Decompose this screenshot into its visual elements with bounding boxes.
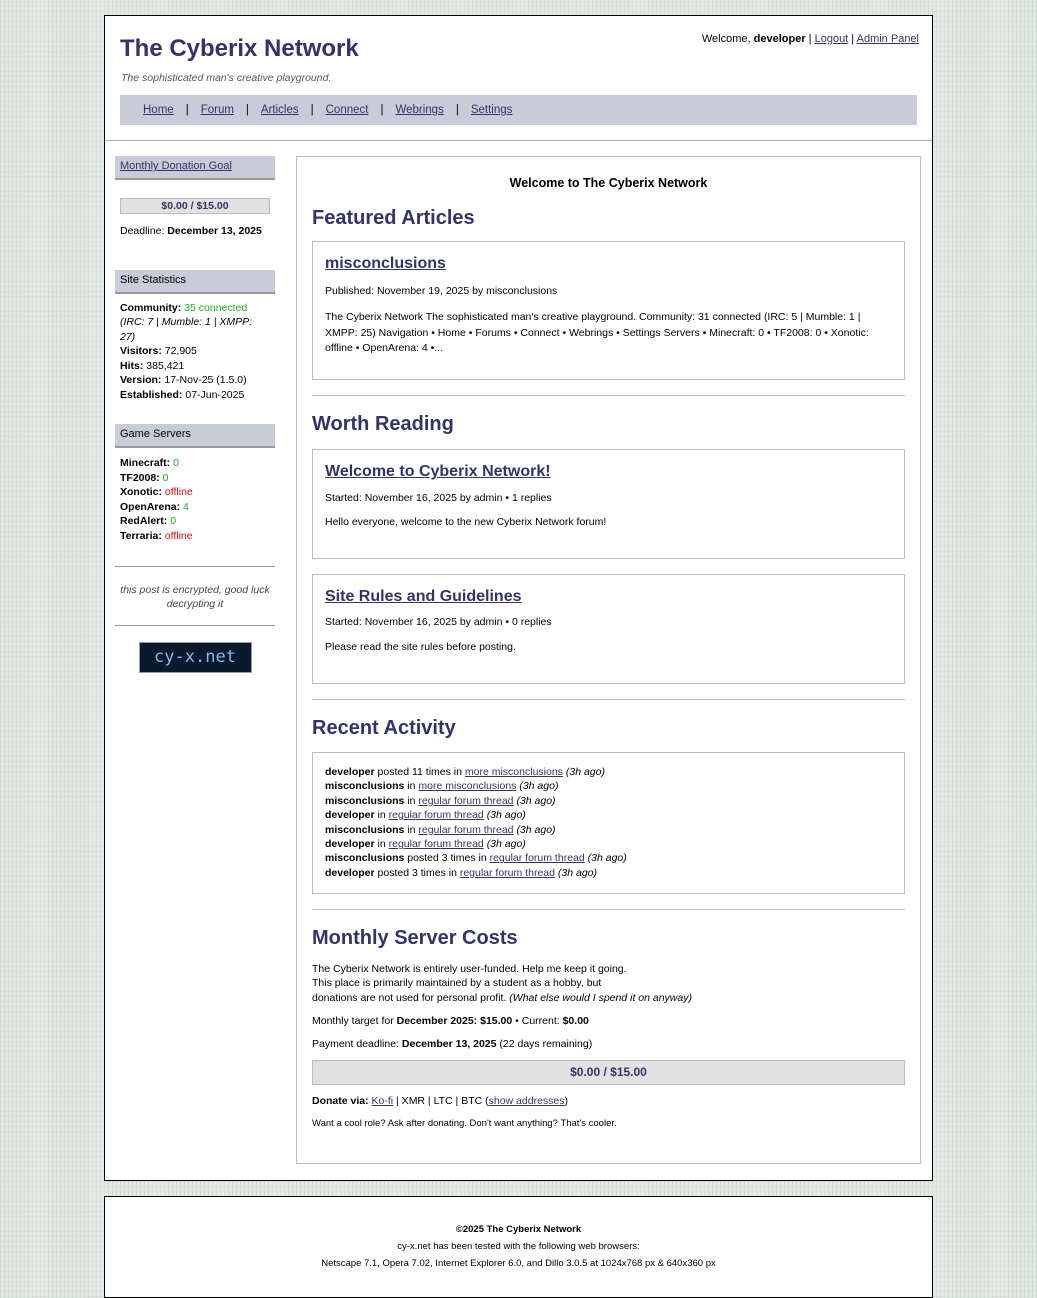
thread-meta: Started: November 16, 2025 by admin • 0 replies xyxy=(325,616,552,628)
article-title xyxy=(325,255,892,273)
activity-item xyxy=(325,851,892,865)
server-row xyxy=(120,485,270,500)
nav-webrings[interactable]: Webrings xyxy=(395,104,444,116)
stat-value: 17-Nov-25 (1.5.0) xyxy=(164,374,247,386)
stat-label: Visitors: xyxy=(120,345,162,357)
current-amount: $0.00 xyxy=(562,1014,589,1027)
activity-item xyxy=(325,823,892,837)
site-stats-title: Site Statistics xyxy=(120,273,187,286)
target-month: December 2025: xyxy=(396,1014,478,1027)
stat-hits xyxy=(120,359,270,374)
activity-action: in xyxy=(374,838,389,851)
activity-user: developer xyxy=(325,809,375,822)
badge-text: cy-x.net xyxy=(154,647,236,667)
activity-user: developer xyxy=(325,838,375,851)
welcome-heading: Welcome to The Cyberix Network xyxy=(509,176,708,190)
donation-progress-bar xyxy=(120,198,270,214)
payment-deadline xyxy=(312,1038,905,1050)
logout-link[interactable]: Logout xyxy=(814,33,849,45)
stat-label: Version: xyxy=(120,374,162,386)
activity-user: misconclusions xyxy=(325,794,405,807)
activity-user: misconclusions xyxy=(325,823,405,836)
server-status: offline xyxy=(164,529,193,542)
activity-time: (3h ago) xyxy=(587,852,627,865)
stat-label: Community: xyxy=(120,301,182,314)
donation-progress-bar-large xyxy=(312,1060,905,1085)
footer-browsers-list: Netscape 7.1, Opera 7.02, Internet Explorer 6.0, and Dillo 3.0.5 at 1024x768 px & 640x360 px xyxy=(321,1258,716,1269)
activity-item xyxy=(325,794,892,808)
activity-user: developer xyxy=(325,866,375,879)
server-costs-heading: Monthly Server Costs xyxy=(312,927,518,949)
costs-aside: (What else would I spend it on anyway) xyxy=(509,991,692,1004)
nav-connect[interactable]: Connect xyxy=(325,104,369,116)
server-status: 4 xyxy=(183,500,189,513)
nav-separator: | xyxy=(310,104,314,116)
costs-description xyxy=(312,962,905,1005)
donation-deadline xyxy=(120,224,270,239)
activity-user: misconclusions xyxy=(325,780,405,793)
section-divider xyxy=(312,395,905,396)
activity-item xyxy=(325,808,892,822)
page-container xyxy=(104,15,933,1181)
donation-progress-text: $0.00 / $15.00 xyxy=(570,1064,647,1079)
activity-time: (3h ago) xyxy=(486,838,526,851)
server-row xyxy=(120,471,270,486)
activity-action: posted 11 times in xyxy=(374,766,465,778)
stat-visitors xyxy=(120,344,270,359)
server-name: TF2008: xyxy=(120,471,160,484)
activity-link[interactable]: more misconclusions xyxy=(464,766,563,778)
deadline-value: December 13, 2025 xyxy=(167,225,262,237)
thread-title xyxy=(325,463,892,481)
monthly-target xyxy=(312,1015,905,1027)
activity-action: posted 3 times in xyxy=(374,866,460,879)
nav-separator: | xyxy=(185,104,189,116)
activity-time: (3h ago) xyxy=(519,780,559,793)
activity-link[interactable]: more misconclusions xyxy=(418,780,517,793)
server-status: 0 xyxy=(162,471,169,484)
welcome-text: Welcome, xyxy=(701,33,754,45)
community-count: 35 connected xyxy=(184,301,248,314)
site-stats-header xyxy=(115,270,275,294)
stat-value: 72,905 xyxy=(164,345,197,357)
game-servers-header xyxy=(115,424,275,448)
activity-link[interactable]: regular forum thread xyxy=(489,852,585,865)
deadline-prefix: Payment deadline: xyxy=(312,1037,402,1050)
activity-action: in xyxy=(404,794,419,807)
quote-text: this post is encrypted, good luck decrypting it xyxy=(120,584,270,610)
thread-body: Please read the site rules before posting. xyxy=(325,641,516,653)
server-row xyxy=(120,529,270,544)
activity-time: (3h ago) xyxy=(486,809,526,822)
footer-browsers-line: cy-x.net has been tested with the following web browsers: xyxy=(397,1241,640,1252)
main-content xyxy=(296,156,921,1164)
nav-settings[interactable]: Settings xyxy=(470,104,513,116)
main-nav xyxy=(120,95,917,125)
stat-version xyxy=(120,373,270,388)
thread-title-link[interactable]: Site Rules and Guidelines xyxy=(325,588,522,605)
activity-time: (3h ago) xyxy=(516,823,556,836)
article-title-link[interactable]: misconclusions xyxy=(325,255,446,272)
server-name: Minecraft: xyxy=(120,457,171,469)
server-name: OpenArena: xyxy=(120,500,181,513)
nav-forum[interactable]: Forum xyxy=(200,104,234,116)
activity-link[interactable]: regular forum thread xyxy=(388,809,484,822)
activity-time: (3h ago) xyxy=(516,794,556,807)
server-status: 0 xyxy=(170,515,177,527)
site-stats-box xyxy=(115,294,275,403)
section-divider xyxy=(312,909,905,910)
donation-box xyxy=(115,180,275,239)
activity-item xyxy=(325,837,892,851)
activity-link[interactable]: regular forum thread xyxy=(388,838,484,851)
stat-value: 07-Jun-2025 xyxy=(185,388,245,401)
deadline-label: Deadline: xyxy=(120,225,165,237)
deadline-remaining: (22 days remaining) xyxy=(496,1037,593,1050)
sidebar xyxy=(115,156,275,673)
server-row xyxy=(120,500,270,515)
thread-card xyxy=(312,449,905,559)
featured-articles-heading: Featured Articles xyxy=(312,207,475,229)
donate-methods-text: | XMR | LTC | BTC ( xyxy=(393,1094,489,1107)
nav-articles[interactable]: Articles xyxy=(260,104,299,116)
username: developer xyxy=(753,33,806,45)
activity-item xyxy=(325,765,892,779)
costs-line: This place is primarily maintained by a student as a hobby, but xyxy=(312,977,602,990)
activity-item xyxy=(325,779,892,793)
activity-user: misconclusions xyxy=(325,852,405,865)
kofi-link[interactable]: Ko-fi xyxy=(371,1094,394,1107)
show-addresses-link[interactable]: show addresses xyxy=(488,1094,565,1107)
activity-time: (3h ago) xyxy=(557,866,597,879)
server-name: RedAlert: xyxy=(120,515,168,527)
footer-copyright: ©2025 The Cyberix Network xyxy=(455,1224,582,1235)
server-row xyxy=(120,514,270,529)
server-name: Terraria: xyxy=(120,529,162,542)
activity-time: (3h ago) xyxy=(565,766,605,778)
activity-action: in xyxy=(374,809,389,822)
server-status: 0 xyxy=(173,457,179,469)
costs-line xyxy=(312,991,905,1005)
article-excerpt: The Cyberix Network The sophisticated man's creative playground. Community: 31 connected (IRC: 5 | Mumble: 1 | XMPP: 25) Navigation • Home • Forums • Connect • Webrings • Settings Servers • Minecraft: 0 • TF2008: 0 • Xonotic: offline • OpenArena: 4 •... xyxy=(325,311,869,354)
thread-body: Hello everyone, welcome to the new Cyberix Network forum! xyxy=(325,516,607,528)
thread-meta: Started: November 16, 2025 by admin • 1 replies xyxy=(325,492,552,504)
target-prefix: Monthly target for xyxy=(312,1014,397,1027)
user-bar: Welcome, developer | Logout | Admin Panel xyxy=(701,33,919,45)
thread-card xyxy=(312,574,905,684)
featured-article-card xyxy=(312,241,905,380)
thread-title xyxy=(325,588,892,606)
donation-box-header xyxy=(115,156,275,180)
activity-action: posted 3 times in xyxy=(404,852,490,865)
cy-x-net-badge[interactable] xyxy=(139,642,252,673)
nav-separator: | xyxy=(380,104,384,116)
activity-action: in xyxy=(404,823,419,836)
stat-established xyxy=(120,388,270,403)
target-amount: $15.00 xyxy=(480,1014,513,1027)
worth-reading-heading: Worth Reading xyxy=(312,413,454,435)
recent-activity-heading: Recent Activity xyxy=(312,717,456,739)
footer xyxy=(104,1196,933,1298)
stat-community-detail xyxy=(120,315,270,344)
game-servers-title: Game Servers xyxy=(120,428,191,440)
nav-separator: | xyxy=(245,104,249,116)
donation-goal-link[interactable]: Monthly Donation Goal xyxy=(120,160,232,172)
donate-methods-end: ) xyxy=(564,1094,568,1107)
server-status: offline xyxy=(164,486,193,498)
stat-label: Established: xyxy=(120,388,183,401)
activity-link[interactable]: regular forum thread xyxy=(418,794,514,807)
thread-title-link[interactable]: Welcome to Cyberix Network! xyxy=(325,463,551,480)
nav-separator: | xyxy=(455,104,459,116)
costs-line: The Cyberix Network is entirely user-funded. Help me keep it going. xyxy=(312,963,627,975)
site-tagline: The sophisticated man's creative playground. xyxy=(121,72,332,84)
costs-line-text: donations are not used for personal profit. xyxy=(312,991,507,1004)
activity-link[interactable]: regular forum thread xyxy=(459,866,555,879)
stat-value: 385,421 xyxy=(146,359,185,372)
server-row xyxy=(120,456,270,471)
community-detail: (IRC: 7 | Mumble: 1 | XMPP: 27) xyxy=(120,316,253,343)
admin-panel-link[interactable]: Admin Panel xyxy=(856,33,919,45)
site-title: The Cyberix Network xyxy=(120,35,359,62)
activity-user: developer xyxy=(325,766,375,778)
header-divider xyxy=(105,140,932,141)
nav-home[interactable]: Home xyxy=(143,104,174,116)
server-name: Xonotic: xyxy=(120,486,162,498)
article-meta: Published: November 19, 2025 by misconclusions xyxy=(325,285,558,297)
activity-list xyxy=(312,752,905,894)
donation-note: Want a cool role? Ask after donating. Don't want anything? That's cooler. xyxy=(312,1117,617,1129)
donation-progress-text: $0.00 / $15.00 xyxy=(161,200,229,212)
deadline-date: December 13, 2025 xyxy=(401,1037,497,1050)
current-label: • Current: xyxy=(512,1014,563,1027)
section-divider xyxy=(312,699,905,700)
game-servers-box xyxy=(115,448,275,543)
activity-link[interactable]: regular forum thread xyxy=(418,823,514,836)
stat-community xyxy=(120,301,270,316)
activity-action: in xyxy=(404,780,419,793)
sidebar-quote xyxy=(115,566,275,626)
activity-item xyxy=(325,866,892,880)
stat-label: Hits: xyxy=(120,359,144,372)
donate-label: Donate via: xyxy=(312,1094,369,1107)
donate-methods xyxy=(312,1095,905,1107)
